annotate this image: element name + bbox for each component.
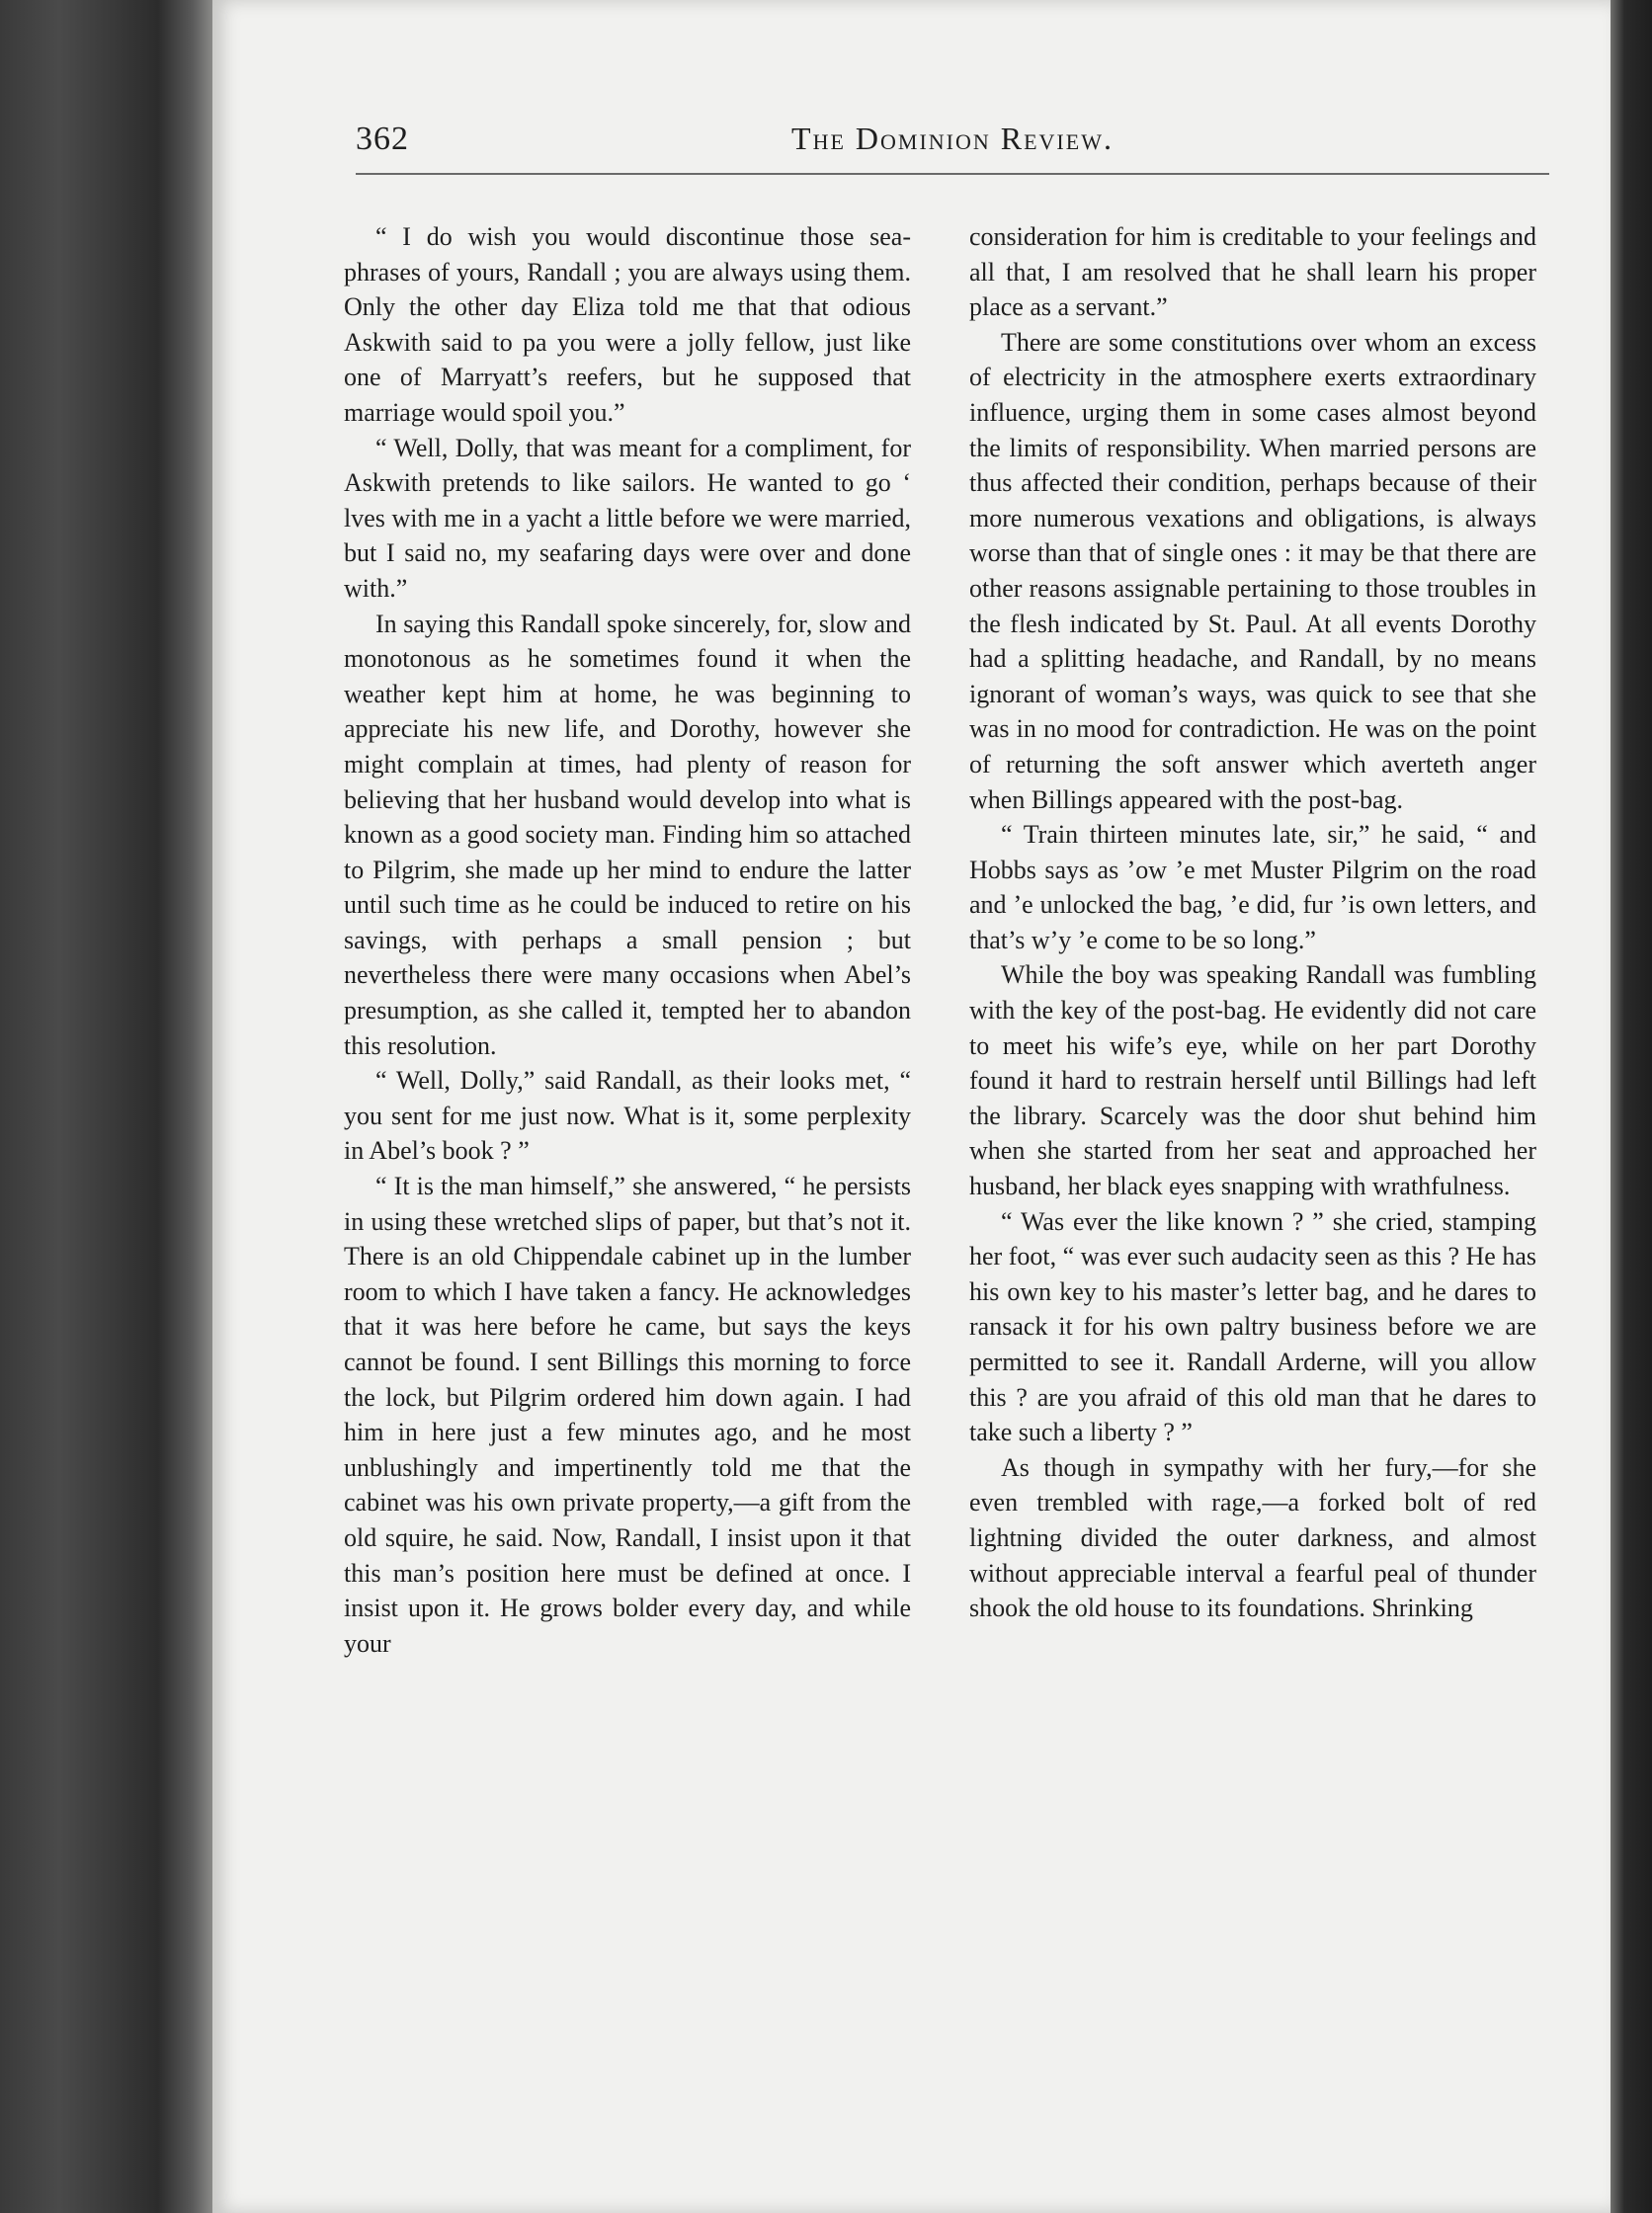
paragraph: While the boy was speaking Randall was fumbling with the key of the post-bag. He evidently did not care to meet his wife’s eye, while on her part Dorothy found it hard to restrain herself until Billings had left the library. Scarcely was the door shut behind him when she started from her seat and approached her husband, her black eyes snapping with wrathfulness. — [969, 960, 1536, 1201]
book-spine-edge — [0, 0, 212, 2213]
page-number: 362 — [356, 121, 409, 157]
header-rule — [356, 173, 1549, 175]
paragraph-continued: consideration for him is creditable to your feelings and all that, I am resolved that he shall learn his proper place as a servant.” — [969, 222, 1536, 322]
paragraph: “ I do wish you would discontinue those sea-phrases of yours, Randall ; you are always using them. Only the other day Eliza told me that that odious Askwith said to pa you were a jolly fellow, just like one of Marryatt’s reefers, but he supposed that marriage would spoil you.” — [344, 222, 911, 427]
paragraph: “ Well, Dolly,” said Randall, as their looks met, “ you sent for me just now. What is it, some perplexity in Abel’s book ? ” — [344, 1066, 911, 1166]
paragraph: “ Well, Dolly, that was meant for a compliment, for Askwith pretends to like sailors. He wanted to go ‘ lves with me in a yacht a little before we were married, but I said no, my seafaring days were over and done with.” — [344, 433, 911, 603]
paragraph: “ It is the man himself,” she answered, “ he persists in using these wretched slips of paper, but that’s not it. There is an old Chippendale cabinet up in the lumber room to which I have taken a fancy. He acknowledges that it was here before he came, but says the keys cannot be found. I sent Billings this morning to force the lock, but Pilgrim ordered him down again. I had him in here just a few minutes ago, and he most unblushingly and impertinently told me that the cabinet was his own private property,—a gift from the old squire, he said. Now, Randall, I insist upon it that this man’s position here must be defined at once. I insist upon it. He grows bolder every day, and while your — [344, 1172, 911, 1658]
paragraph: There are some constitutions over whom an excess of electricity in the atmosphere exerts extraordinary influence, urging them in some cases almost beyond the limits of responsibility. When married persons are thus affected their condition, perhaps because of their more numerous vexations and obligations, is always worse than that of single ones : it may be that there are other reasons assignable pertaining to those troubles in the flesh indicated by St. Paul. At all events Dorothy had a splitting headache, and Randall, by no means ignorant of woman’s ways, was quick to see that she was in no mood for contradiction. He was on the point of returning the soft answer which averteth anger when Billings appeared with the post-bag. — [969, 327, 1536, 814]
page-header — [356, 121, 1549, 170]
right-text-column — [969, 219, 1536, 1626]
paragraph: As though in sympathy with her fury,—for she even trembled with rage,—a forked bolt of red lightning divided the outer darkness, and almost without appreciable interval a fearful peal of thunder shook the old house to its foundations. Shrinking — [969, 1452, 1536, 1623]
left-text-column — [344, 219, 911, 1661]
paragraph: “ Was ever the like known ? ” she cried, stamping her foot, “ was ever such audacity seen as this ? He has his own key to his master’s letter bag, and he dares to ransack it for his own paltry business before we are permitted to see it. Randall Arderne, will you allow this ? are you afraid of this old man that he dares to take such a liberty ? ” — [969, 1206, 1536, 1447]
running-title: The Dominion Review. — [791, 121, 1114, 156]
book-page — [212, 0, 1611, 2213]
paragraph: “ Train thirteen minutes late, sir,” he said, “ and Hobbs says as ’ow ’e met Muster Pilgrim on the road and ’e unlocked the bag, ’e did, fur ’is own letters, and that’s w’y ’e come to be so long.” — [969, 820, 1536, 954]
paragraph: In saying this Randall spoke sincerely, for, slow and monotonous as he sometimes found it when the weather kept him at home, he was beginning to appreciate his new life, and Dorothy, however she might complain at times, had plenty of reason for believing that her husband would develop into what is known as a good society man. Finding him so attached to Pilgrim, she made up her mind to endure the latter until such time as he could be induced to retire on his savings, with perhaps a small pension ; but nevertheless there were many occasions when Abel’s presumption, as she called it, tempted her to abandon this resolution. — [344, 609, 911, 1060]
book-binding-edge — [1611, 0, 1652, 2213]
